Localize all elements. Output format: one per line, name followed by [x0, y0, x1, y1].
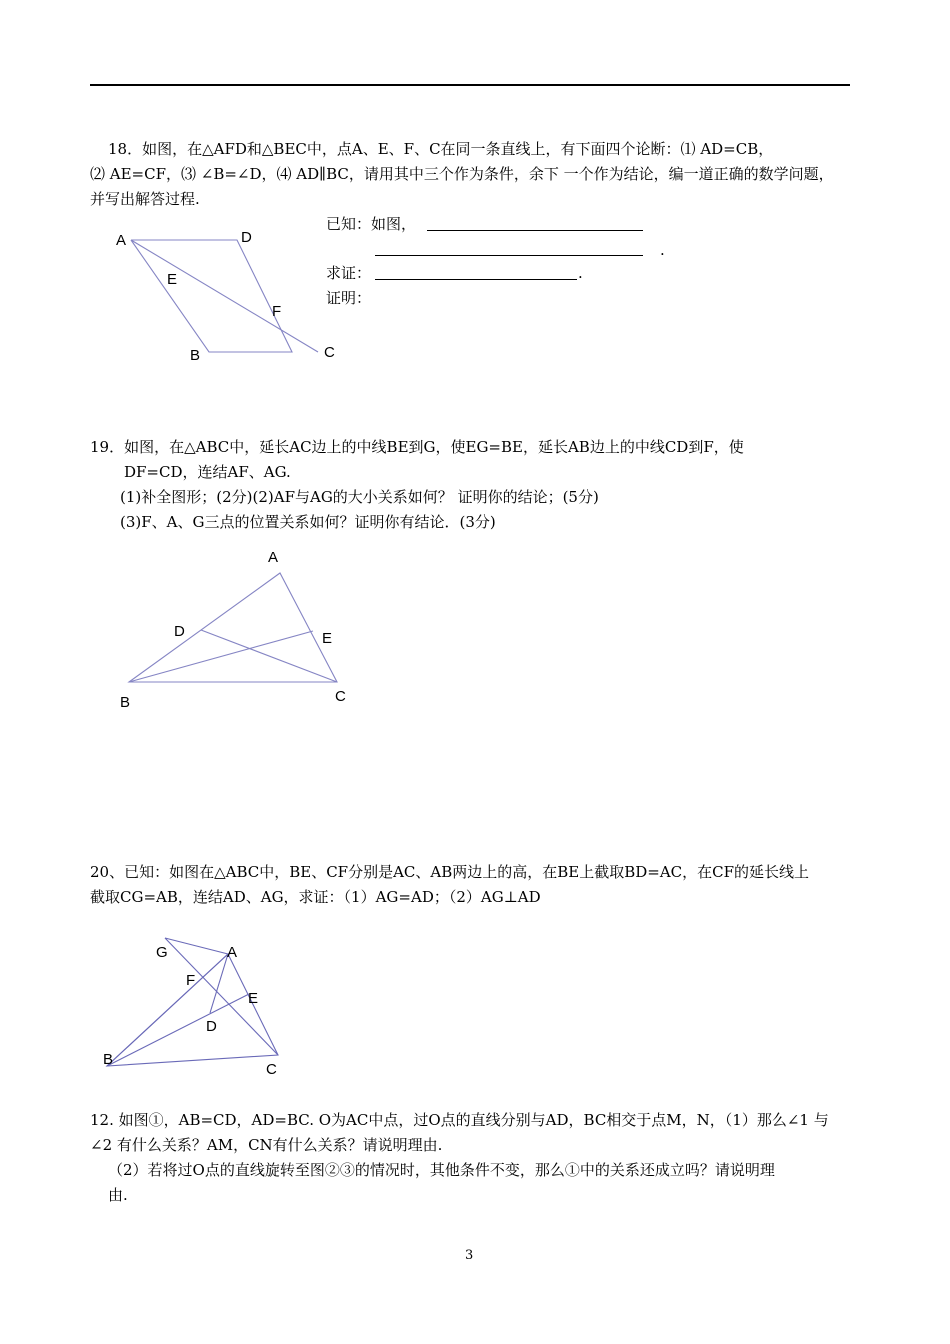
- q12-line-2: ∠2 有什么关系？AM，CN有什么关系？请说明理由.: [90, 1136, 443, 1154]
- q12-line-1: 12. 如图①，AB=CD，AD=BC. O为AC中点，过O点的直线分别与AD，BC相交于点M，N，（1）那么∠1 与: [90, 1111, 829, 1129]
- q20-line-2: 截取CG=AB，连结AD、AG，求证：（1）AG=AD；（2）AG⊥AD: [90, 888, 541, 906]
- q20-label-g: G: [156, 944, 168, 961]
- q19-line-4: (3)F、A、G三点的位置关系如何？证明你有结论．(3分): [120, 513, 496, 531]
- q12-line-3: （2）若将过O点的直线旋转至图②③的情况时，其他条件不变，那么①中的关系还成立吗？请说明理: [108, 1161, 775, 1179]
- q18-label-c: C: [324, 344, 335, 361]
- q20-triangle: [107, 954, 278, 1066]
- q18-label-e: E: [167, 271, 178, 288]
- q18-proof: 证明：: [326, 289, 372, 307]
- q18-line-3: 并写出解答过程.: [90, 190, 200, 208]
- q12-line-4: 由.: [108, 1186, 128, 1204]
- q18-label-f: F: [272, 303, 282, 320]
- q18-known-period: .: [660, 241, 665, 259]
- q20-segment-ba: [107, 954, 228, 1066]
- q19-label-e: E: [322, 630, 333, 647]
- q18-label-d: D: [241, 229, 252, 246]
- q19-label-a: A: [268, 549, 279, 566]
- q20-segment-ga: [165, 938, 228, 954]
- q19-label-d: D: [174, 623, 185, 640]
- q20-label-f: F: [186, 972, 196, 989]
- q19-label-b: B: [120, 694, 131, 711]
- q20-label-b: B: [103, 1051, 114, 1068]
- q20-line-1: 20、已知：如图在△ABC中，BE、CF分别是AC、AB两边上的高，在BE上截取BD=AC，在CF的延长线上: [90, 863, 810, 881]
- page-number: 3: [465, 1248, 474, 1263]
- q18-known: 已知：如图，: [326, 215, 417, 233]
- q20-label-a: A: [227, 944, 238, 961]
- q19-label-c: C: [335, 688, 346, 705]
- q18-label-b: B: [190, 347, 201, 364]
- q18-prove-period: .: [578, 264, 583, 282]
- q18-line-1: 18．如图，在△AFD和△BEC中，点A、E、F、C在同一条直线上，有下面四个论断：⑴ AD=CB，: [108, 140, 774, 158]
- q20-segment-be: [107, 994, 249, 1066]
- q18-label-a: A: [116, 232, 127, 249]
- q18-prove: 求证：: [326, 264, 372, 282]
- q19-line-2: DF=CD，连结AF、AG.: [124, 463, 291, 481]
- q19-line-1: 19．如图，在△ABC中，延长AC边上的中线BE到G，使EG=BE，延长AB边上的中线CD到F，使: [90, 438, 744, 456]
- q20-label-d: D: [206, 1018, 217, 1035]
- q19-line-3: (1)补全图形；(2分)(2)AF与AG的大小关系如何？ 证明你的结论；(5分): [120, 488, 599, 506]
- q20-label-e: E: [248, 990, 259, 1007]
- q18-line-2: ⑵ AE=CF，⑶ ∠B=∠D，⑷ AD∥BC，请用其中三个作为条件，余下 一个作为结论，编一道正确的数学问题，: [90, 165, 834, 183]
- q20-label-c: C: [266, 1061, 277, 1078]
